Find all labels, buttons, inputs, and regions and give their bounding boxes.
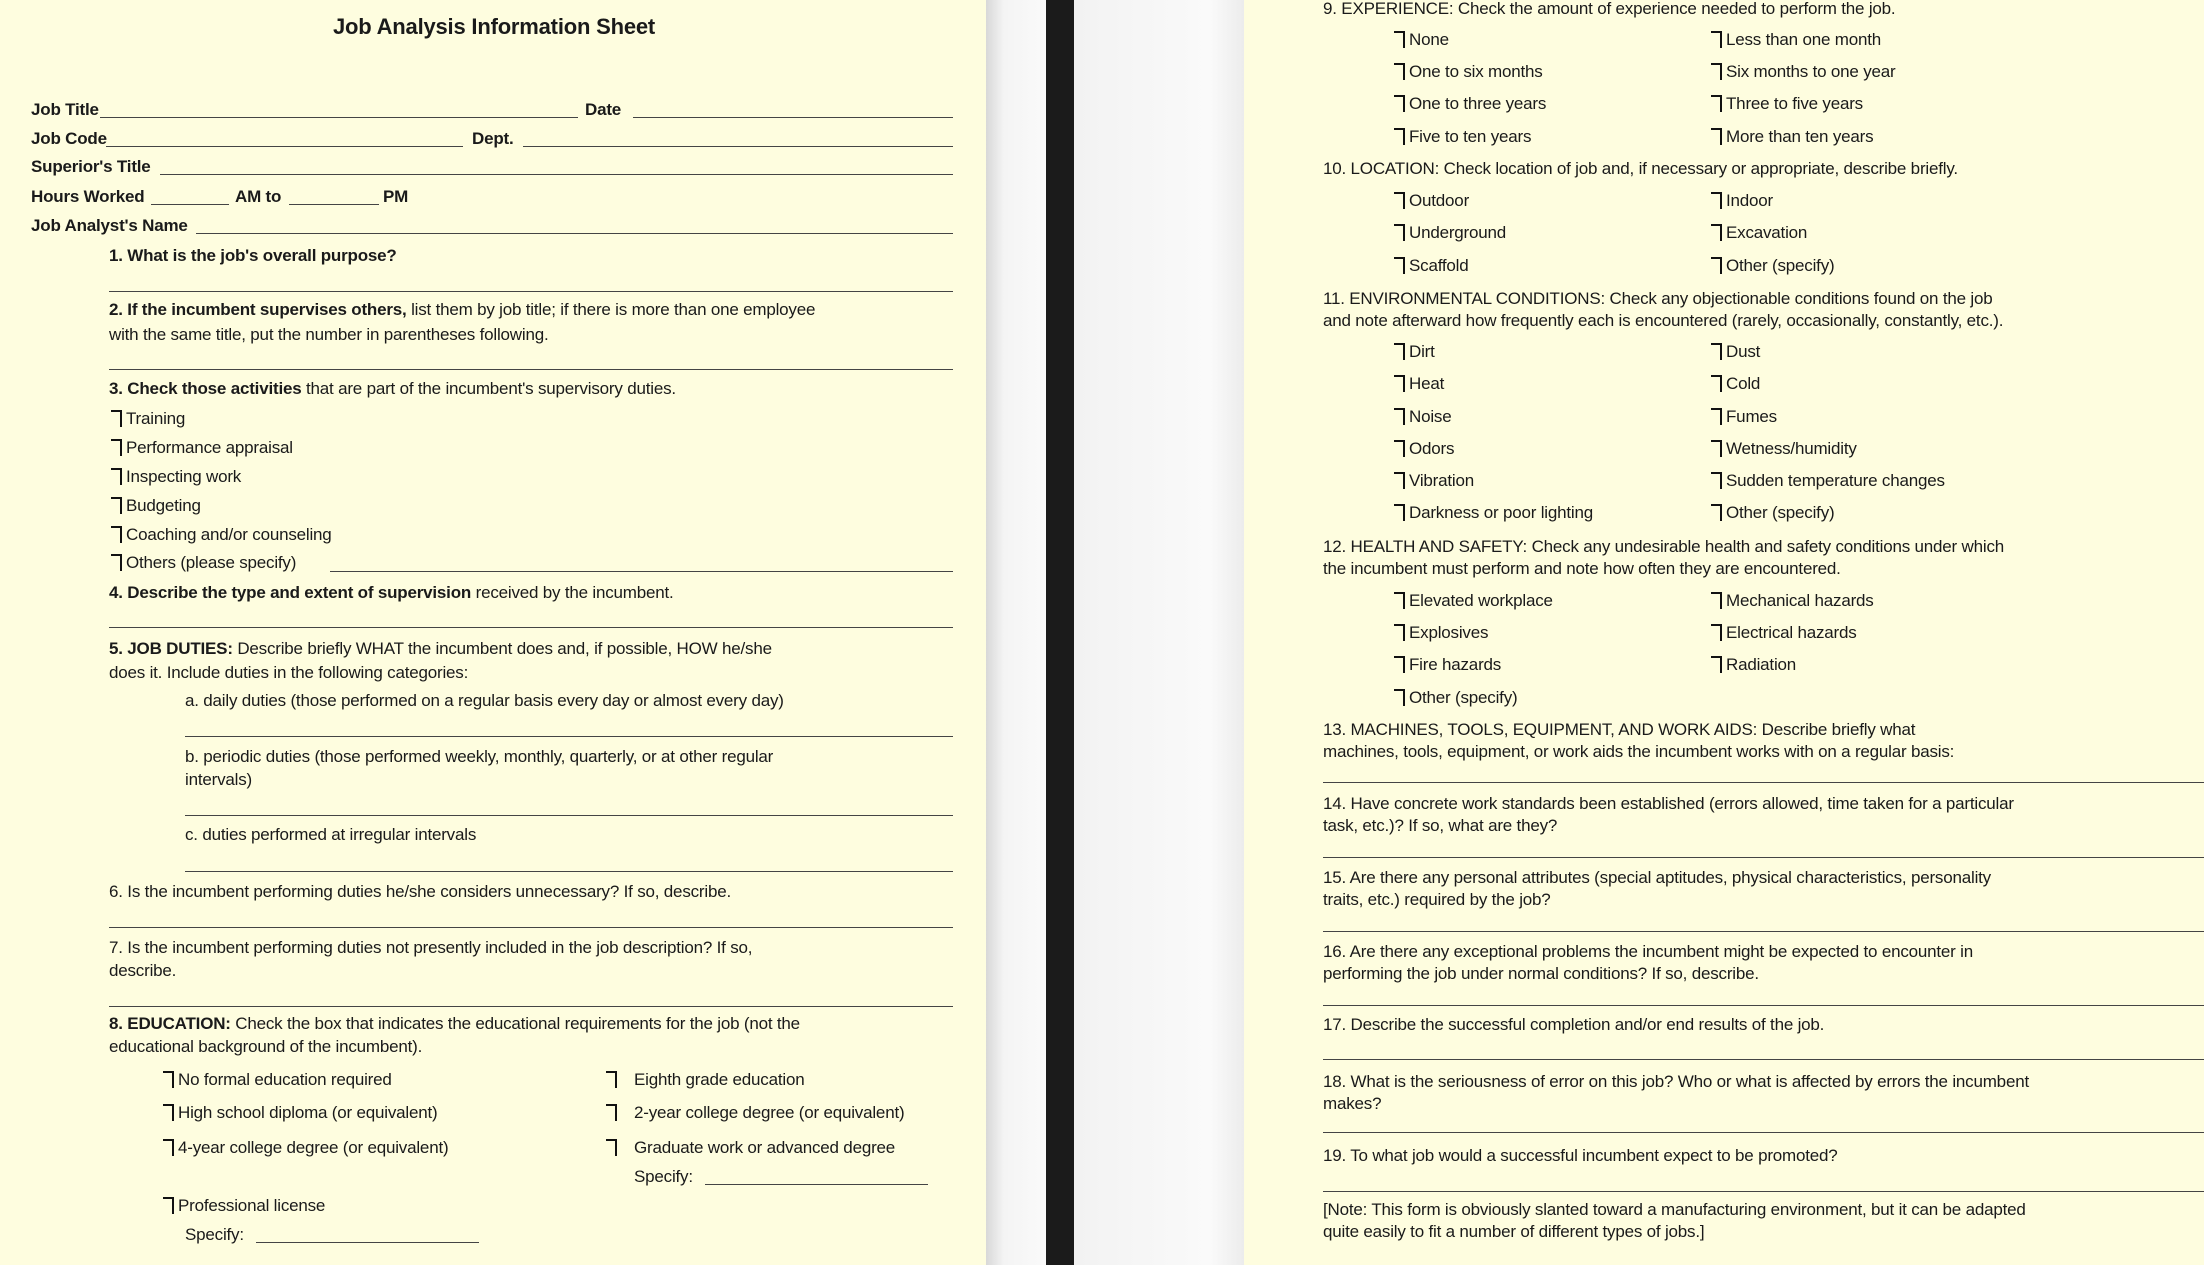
question-5a-answer[interactable] xyxy=(185,736,953,737)
question-15: 15. Are there any personal attributes (special aptitudes, physical characteristics, personality xyxy=(1323,868,1991,887)
question-18: 18. What is the seriousness of error on this job? Who or what is affected by errors the incumbent xyxy=(1323,1072,2029,1091)
checkbox-others[interactable]: Others (please specify) xyxy=(111,552,296,574)
job-code-label: Job Code xyxy=(31,129,107,148)
question-16: 16. Are there any exceptional problems the incumbent might be expected to encounter in xyxy=(1323,942,1973,961)
analyst-name-label: Job Analyst's Name xyxy=(31,216,188,235)
superiors-title-field[interactable] xyxy=(160,174,953,175)
question-12: 12. HEALTH AND SAFETY: Check any undesirable health and safety conditions under which xyxy=(1323,537,2005,556)
question-13-line2: machines, tools, equipment, or work aids the incumbent works with on a regular basis: xyxy=(1323,742,1955,761)
job-code-field[interactable] xyxy=(106,146,463,147)
job-title-field[interactable] xyxy=(100,117,578,118)
question-5-line2: does it. Include duties in the following categories: xyxy=(109,663,469,682)
question-15-line2: traits, etc.) required by the job? xyxy=(1323,890,1551,909)
checkbox-env-wetness[interactable]: Wetness/humidity xyxy=(1711,438,1857,460)
question-3: 3. Check those activities that are part of the incumbent's supervisory duties. xyxy=(109,379,676,398)
question-6-answer[interactable] xyxy=(109,927,953,928)
pm-label: PM xyxy=(383,187,409,206)
checkbox-env-darkness[interactable]: Darkness or poor lighting xyxy=(1394,502,1593,524)
question-7: 7. Is the incumbent performing duties not presently included in the job description? If so, xyxy=(109,938,753,957)
question-5c: c. duties performed at irregular intervals xyxy=(185,825,477,844)
checkbox-exp-five-to-ten-years[interactable]: Five to ten years xyxy=(1394,126,1531,148)
question-5b-answer[interactable] xyxy=(185,815,953,816)
question-11: 11. ENVIRONMENTAL CONDITIONS: Check any objectionable conditions found on the job xyxy=(1323,289,1993,308)
question-1-answer[interactable] xyxy=(109,291,953,292)
checkbox-exp-none[interactable]: None xyxy=(1394,29,1449,51)
graduate-specify-label: Specify: xyxy=(634,1167,693,1186)
dept-field[interactable] xyxy=(523,146,953,147)
checkbox-4-year-college[interactable]: 4-year college degree (or equivalent) xyxy=(163,1137,448,1159)
date-label: Date xyxy=(585,100,622,119)
checkbox-loc-outdoor[interactable]: Outdoor xyxy=(1394,190,1469,212)
question-19: 19. To what job would a successful incumbent expect to be promoted? xyxy=(1323,1146,1838,1165)
checkbox-coaching[interactable]: Coaching and/or counseling xyxy=(111,524,332,546)
checkbox-loc-underground[interactable]: Underground xyxy=(1394,222,1506,244)
question-6: 6. Is the incumbent performing duties he/she considers unnecessary? If so, describe. xyxy=(109,882,731,901)
question-9: 9. EXPERIENCE: Check the amount of experience needed to perform the job. xyxy=(1323,0,1896,18)
checkbox-training[interactable]: Training xyxy=(111,408,185,430)
page-divider xyxy=(1046,0,1074,1265)
checkbox-exp-six-months-one-year[interactable]: Six months to one year xyxy=(1711,61,1895,83)
hours-start-field[interactable] xyxy=(151,204,229,205)
checkbox-hs-electrical-hazards[interactable]: Electrical hazards xyxy=(1711,622,1857,644)
question-14-answer[interactable] xyxy=(1323,857,2204,858)
question-14-line2: task, etc.)? If so, what are they? xyxy=(1323,816,1558,835)
question-5: 5. JOB DUTIES: Describe briefly WHAT the incumbent does and, if possible, HOW he/she xyxy=(109,639,772,658)
question-17: 17. Describe the successful completion and/or end results of the job. xyxy=(1323,1015,1825,1034)
question-16-answer[interactable] xyxy=(1323,1005,2204,1006)
question-11-line2: and note afterward how frequently each is encountered (rarely, occasionally, constantly, etc.). xyxy=(1323,311,2004,330)
checkbox-hs-elevated-workplace[interactable]: Elevated workplace xyxy=(1394,590,1553,612)
form-note-line2: quite easily to fit a number of different types of jobs.] xyxy=(1323,1222,1705,1241)
page-gutter xyxy=(1074,0,1244,1265)
checkbox-performance-appraisal[interactable]: Performance appraisal xyxy=(111,437,293,459)
checkbox-exp-three-to-five-years[interactable]: Three to five years xyxy=(1711,93,1863,115)
checkbox-hs-other[interactable]: Other (specify) xyxy=(1394,687,1517,709)
question-7-answer[interactable] xyxy=(109,1006,953,1007)
page-title: Job Analysis Information Sheet xyxy=(333,14,656,39)
question-15-answer[interactable] xyxy=(1323,931,2204,932)
checkbox-inspecting-work[interactable]: Inspecting work xyxy=(111,466,241,488)
checkbox-graduate-work[interactable]: Graduate work or advanced degree xyxy=(606,1137,895,1159)
checkbox-hs-mechanical-hazards[interactable]: Mechanical hazards xyxy=(1711,590,1874,612)
checkbox-2-year-college[interactable]: 2-year college degree (or equivalent) xyxy=(606,1102,904,1124)
form-page-right xyxy=(1244,0,2204,1265)
date-field[interactable] xyxy=(633,117,953,118)
question-1: 1. What is the job's overall purpose? xyxy=(109,246,397,265)
question-5a: a. daily duties (those performed on a regular basis every day or almost every day) xyxy=(185,691,784,710)
checkbox-env-fumes[interactable]: Fumes xyxy=(1711,406,1777,428)
question-5b-line2: intervals) xyxy=(185,770,252,789)
checkbox-hs-explosives[interactable]: Explosives xyxy=(1394,622,1488,644)
question-5c-answer[interactable] xyxy=(185,871,953,872)
question-5b: b. periodic duties (those performed weekly, monthly, quarterly, or at other regular xyxy=(185,747,774,766)
checkbox-env-dirt[interactable]: Dirt xyxy=(1394,341,1435,363)
checkbox-env-heat[interactable]: Heat xyxy=(1394,373,1444,395)
question-8: 8. EDUCATION: Check the box that indicates the educational requirements for the job (not the xyxy=(109,1014,800,1033)
checkbox-no-formal-education[interactable]: No formal education required xyxy=(163,1069,392,1091)
question-13: 13. MACHINES, TOOLS, EQUIPMENT, AND WORK AIDS: Describe briefly what xyxy=(1323,720,1916,739)
question-17-answer[interactable] xyxy=(1323,1059,2204,1060)
question-19-answer[interactable] xyxy=(1323,1191,2204,1192)
checkbox-exp-more-than-ten-years[interactable]: More than ten years xyxy=(1711,126,1873,148)
checkbox-env-noise[interactable]: Noise xyxy=(1394,406,1451,428)
checkbox-loc-indoor[interactable]: Indoor xyxy=(1711,190,1773,212)
graduate-specify-field[interactable] xyxy=(705,1184,928,1185)
license-specify-label: Specify: xyxy=(185,1225,244,1244)
dept-label: Dept. xyxy=(472,129,514,148)
checkbox-env-dust[interactable]: Dust xyxy=(1711,341,1760,363)
form-note: [Note: This form is obviously slanted toward a manufacturing environment, but it can be adapted xyxy=(1323,1200,2026,1219)
question-16-line2: performing the job under normal conditions? If so, describe. xyxy=(1323,964,1759,983)
question-7-line2: describe. xyxy=(109,961,177,980)
checkbox-exp-less-than-month[interactable]: Less than one month xyxy=(1711,29,1881,51)
checkbox-high-school[interactable]: High school diploma (or equivalent) xyxy=(163,1102,437,1124)
checkbox-exp-one-to-six-months[interactable]: One to six months xyxy=(1394,61,1543,83)
question-18-line2: makes? xyxy=(1323,1094,1382,1113)
checkbox-env-other[interactable]: Other (specify) xyxy=(1711,502,1834,524)
question-4: 4. Describe the type and extent of supervision received by the incumbent. xyxy=(109,583,674,602)
checkbox-budgeting[interactable]: Budgeting xyxy=(111,495,201,517)
question-8-line2: educational background of the incumbent). xyxy=(109,1037,423,1056)
checkbox-hs-fire-hazards[interactable]: Fire hazards xyxy=(1394,654,1501,676)
checkbox-eighth-grade[interactable]: Eighth grade education xyxy=(606,1069,804,1091)
checkbox-loc-excavation[interactable]: Excavation xyxy=(1711,222,1807,244)
question-2: 2. If the incumbent supervises others, list them by job title; if there is more than one employee xyxy=(109,300,816,319)
checkbox-env-vibration[interactable]: Vibration xyxy=(1394,470,1474,492)
question-14: 14. Have concrete work standards been established (errors allowed, time taken for a particular xyxy=(1323,794,2014,813)
checkbox-exp-one-to-three-years[interactable]: One to three years xyxy=(1394,93,1546,115)
checkbox-env-odors[interactable]: Odors xyxy=(1394,438,1454,460)
question-13-answer[interactable] xyxy=(1323,782,2204,783)
am-to-label: AM to xyxy=(235,187,282,206)
checkbox-professional-license[interactable]: Professional license xyxy=(163,1195,325,1217)
checkbox-env-temperature-changes[interactable]: Sudden temperature changes xyxy=(1711,470,1945,492)
others-specify-field[interactable] xyxy=(330,571,953,572)
question-18-answer[interactable] xyxy=(1323,1132,2204,1133)
form-page-left xyxy=(0,0,986,1265)
question-12-line2: the incumbent must perform and note how often they are encountered. xyxy=(1323,559,1841,578)
hours-end-field[interactable] xyxy=(289,204,379,205)
superiors-title-label: Superior's Title xyxy=(31,157,151,176)
hours-worked-label: Hours Worked xyxy=(31,187,145,206)
checkbox-env-cold[interactable]: Cold xyxy=(1711,373,1760,395)
question-2-line2: with the same title, put the number in parentheses following. xyxy=(109,325,549,344)
analyst-name-field[interactable] xyxy=(196,233,953,234)
question-10: 10. LOCATION: Check location of job and, if necessary or appropriate, describe briefly. xyxy=(1323,159,1958,178)
license-specify-field[interactable] xyxy=(256,1242,479,1243)
checkbox-hs-radiation[interactable]: Radiation xyxy=(1711,654,1796,676)
job-title-label: Job Title xyxy=(31,100,99,119)
question-2-answer[interactable] xyxy=(109,369,953,370)
checkbox-loc-scaffold[interactable]: Scaffold xyxy=(1394,255,1469,277)
checkbox-loc-other[interactable]: Other (specify) xyxy=(1711,255,1834,277)
page-gutter-shadow xyxy=(986,0,1046,1265)
question-4-answer[interactable] xyxy=(109,627,953,628)
